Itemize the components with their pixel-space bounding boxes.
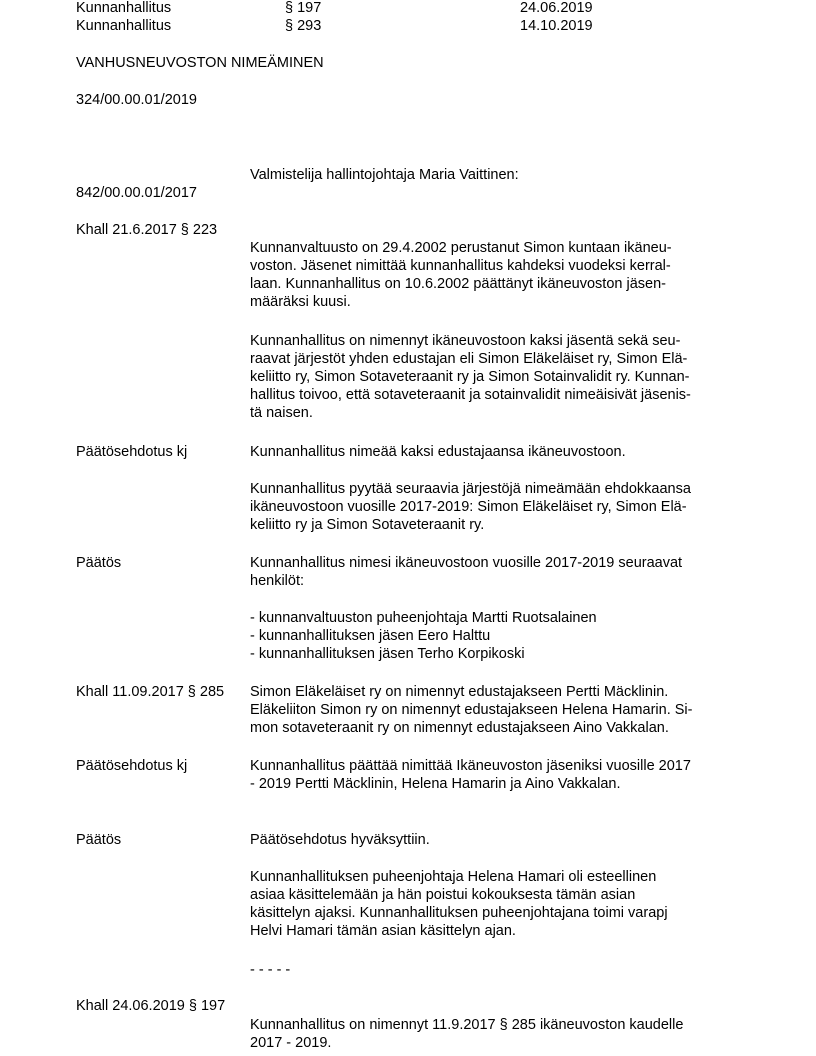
label-khall-2017-223: Khall 21.6.2017 § 223 xyxy=(76,222,218,238)
paragraph-proposal-2: Kunnanhallitus päättää nimittää Ikäneuvoston jäseniksi vuosille 2017 - 2019 Pertti Mäcklinin, Helena Hamarin ja Aino Vakkalan. xyxy=(250,758,691,792)
header-section-2: § 293 xyxy=(285,18,322,34)
paragraph-disqualification: Kunnanhallituksen puheenjohtaja Helena Hamari oli esteellinen asiaa käsittelemään ja hän poistui kokouksesta tämän asian käsittelyn ajaksi. Kunnanhallituksen puheenjohtajana toimi varapj Helvi Hamari tämän asian käsittelyn ajan. xyxy=(250,869,668,939)
header-body-2: Kunnanhallitus xyxy=(76,18,172,34)
label-proposal-1: Päätösehdotus kj xyxy=(76,444,188,460)
paragraph-proposal-1: Kunnanhallitus nimeää kaksi edustajaansa ikäneuvostoon. xyxy=(250,444,626,460)
label-decision-2: Päätös xyxy=(76,832,122,848)
label-khall-2019-197: Khall 24.06.2019 § 197 xyxy=(76,998,226,1014)
label-khall-2017-285: Khall 11.09.2017 § 285 xyxy=(76,684,225,700)
preparer: Valmistelija hallintojohtaja Maria Vaittinen: xyxy=(250,167,519,183)
paragraph-ikaneuvosto-founding: Kunnanvaltuusto on 29.4.2002 perustanut Simon kuntaan ikäneu- voston. Jäsenet nimittää kunnanhallitus kahdeksi vuodeksi kerral- laan. Kunnanhallitus on 10.6.2002 päättänyt ikäneuvoston jäsen- määräksi kuusi. xyxy=(250,240,672,310)
list-item: - kunnanvaltuuston puheenjohtaja Martti Ruotsalainen xyxy=(250,610,597,626)
paragraph-decision-1: Kunnanhallitus nimesi ikäneuvostoon vuosille 2017-2019 seuraavat henkilöt: xyxy=(250,555,683,589)
header-section-1: § 197 xyxy=(285,0,322,16)
paragraph-members: Kunnanhallitus on nimennyt ikäneuvostoon kaksi jäsentä sekä seu- raavat järjestöt yhden edustajan eli Simon Eläkeläiset ry, Simon Elä- keliitto ry, Simon Sotaveteraanit ry ja Simon Sotainvalidit ry. Kunnan- hallitus toivoo, että sotaveteraanit ja sotainvalidit nimeäisivät jäsenis- tä naisen. xyxy=(250,333,691,421)
label-decision-1: Päätös xyxy=(76,555,122,571)
list-item: - kunnanhallituksen jäsen Eero Halttu xyxy=(250,628,491,644)
old-case-number: 842/00.00.01/2017 xyxy=(76,185,197,201)
list-appointed-persons xyxy=(250,609,750,663)
paragraph-decision-2: Päätösehdotus hyväksyttiin. xyxy=(250,832,430,848)
header-body-1: Kunnanhallitus xyxy=(76,0,172,16)
label-proposal-2: Päätösehdotus kj xyxy=(76,758,188,774)
paragraph-request-organizations: Kunnanhallitus pyytää seuraavia järjestöjä nimeämään ehdokkaansa ikäneuvostoon vuosille 2017-2019: Simon Eläkeläiset ry, Simon Elä- keliitto ry ja Simon Sotaveteraanit ry. xyxy=(250,481,691,533)
header-date-1: 24.06.2019 xyxy=(520,0,593,16)
paragraph-representatives: Simon Eläkeläiset ry on nimennyt edustajakseen Pertti Mäcklinin. Eläkeliiton Simon ry on nimennyt edustajakseen Helena Hamarin. Si- mon sotaveteraanit ry on nimennyt edustajakseen Aino Vakkalan. xyxy=(250,684,693,736)
list-item: - kunnanhallituksen jäsen Terho Korpikoski xyxy=(250,646,525,662)
document-title: VANHUSNEUVOSTON NIMEÄMINEN xyxy=(76,55,324,71)
separator-dashes: - - - - - xyxy=(250,962,291,978)
header-date-2: 14.10.2019 xyxy=(520,18,593,34)
paragraph-2019-nomination: Kunnanhallitus on nimennyt 11.9.2017 § 285 ikäneuvoston kaudelle 2017 - 2019. xyxy=(250,1017,684,1051)
case-number: 324/00.00.01/2019 xyxy=(76,92,197,108)
